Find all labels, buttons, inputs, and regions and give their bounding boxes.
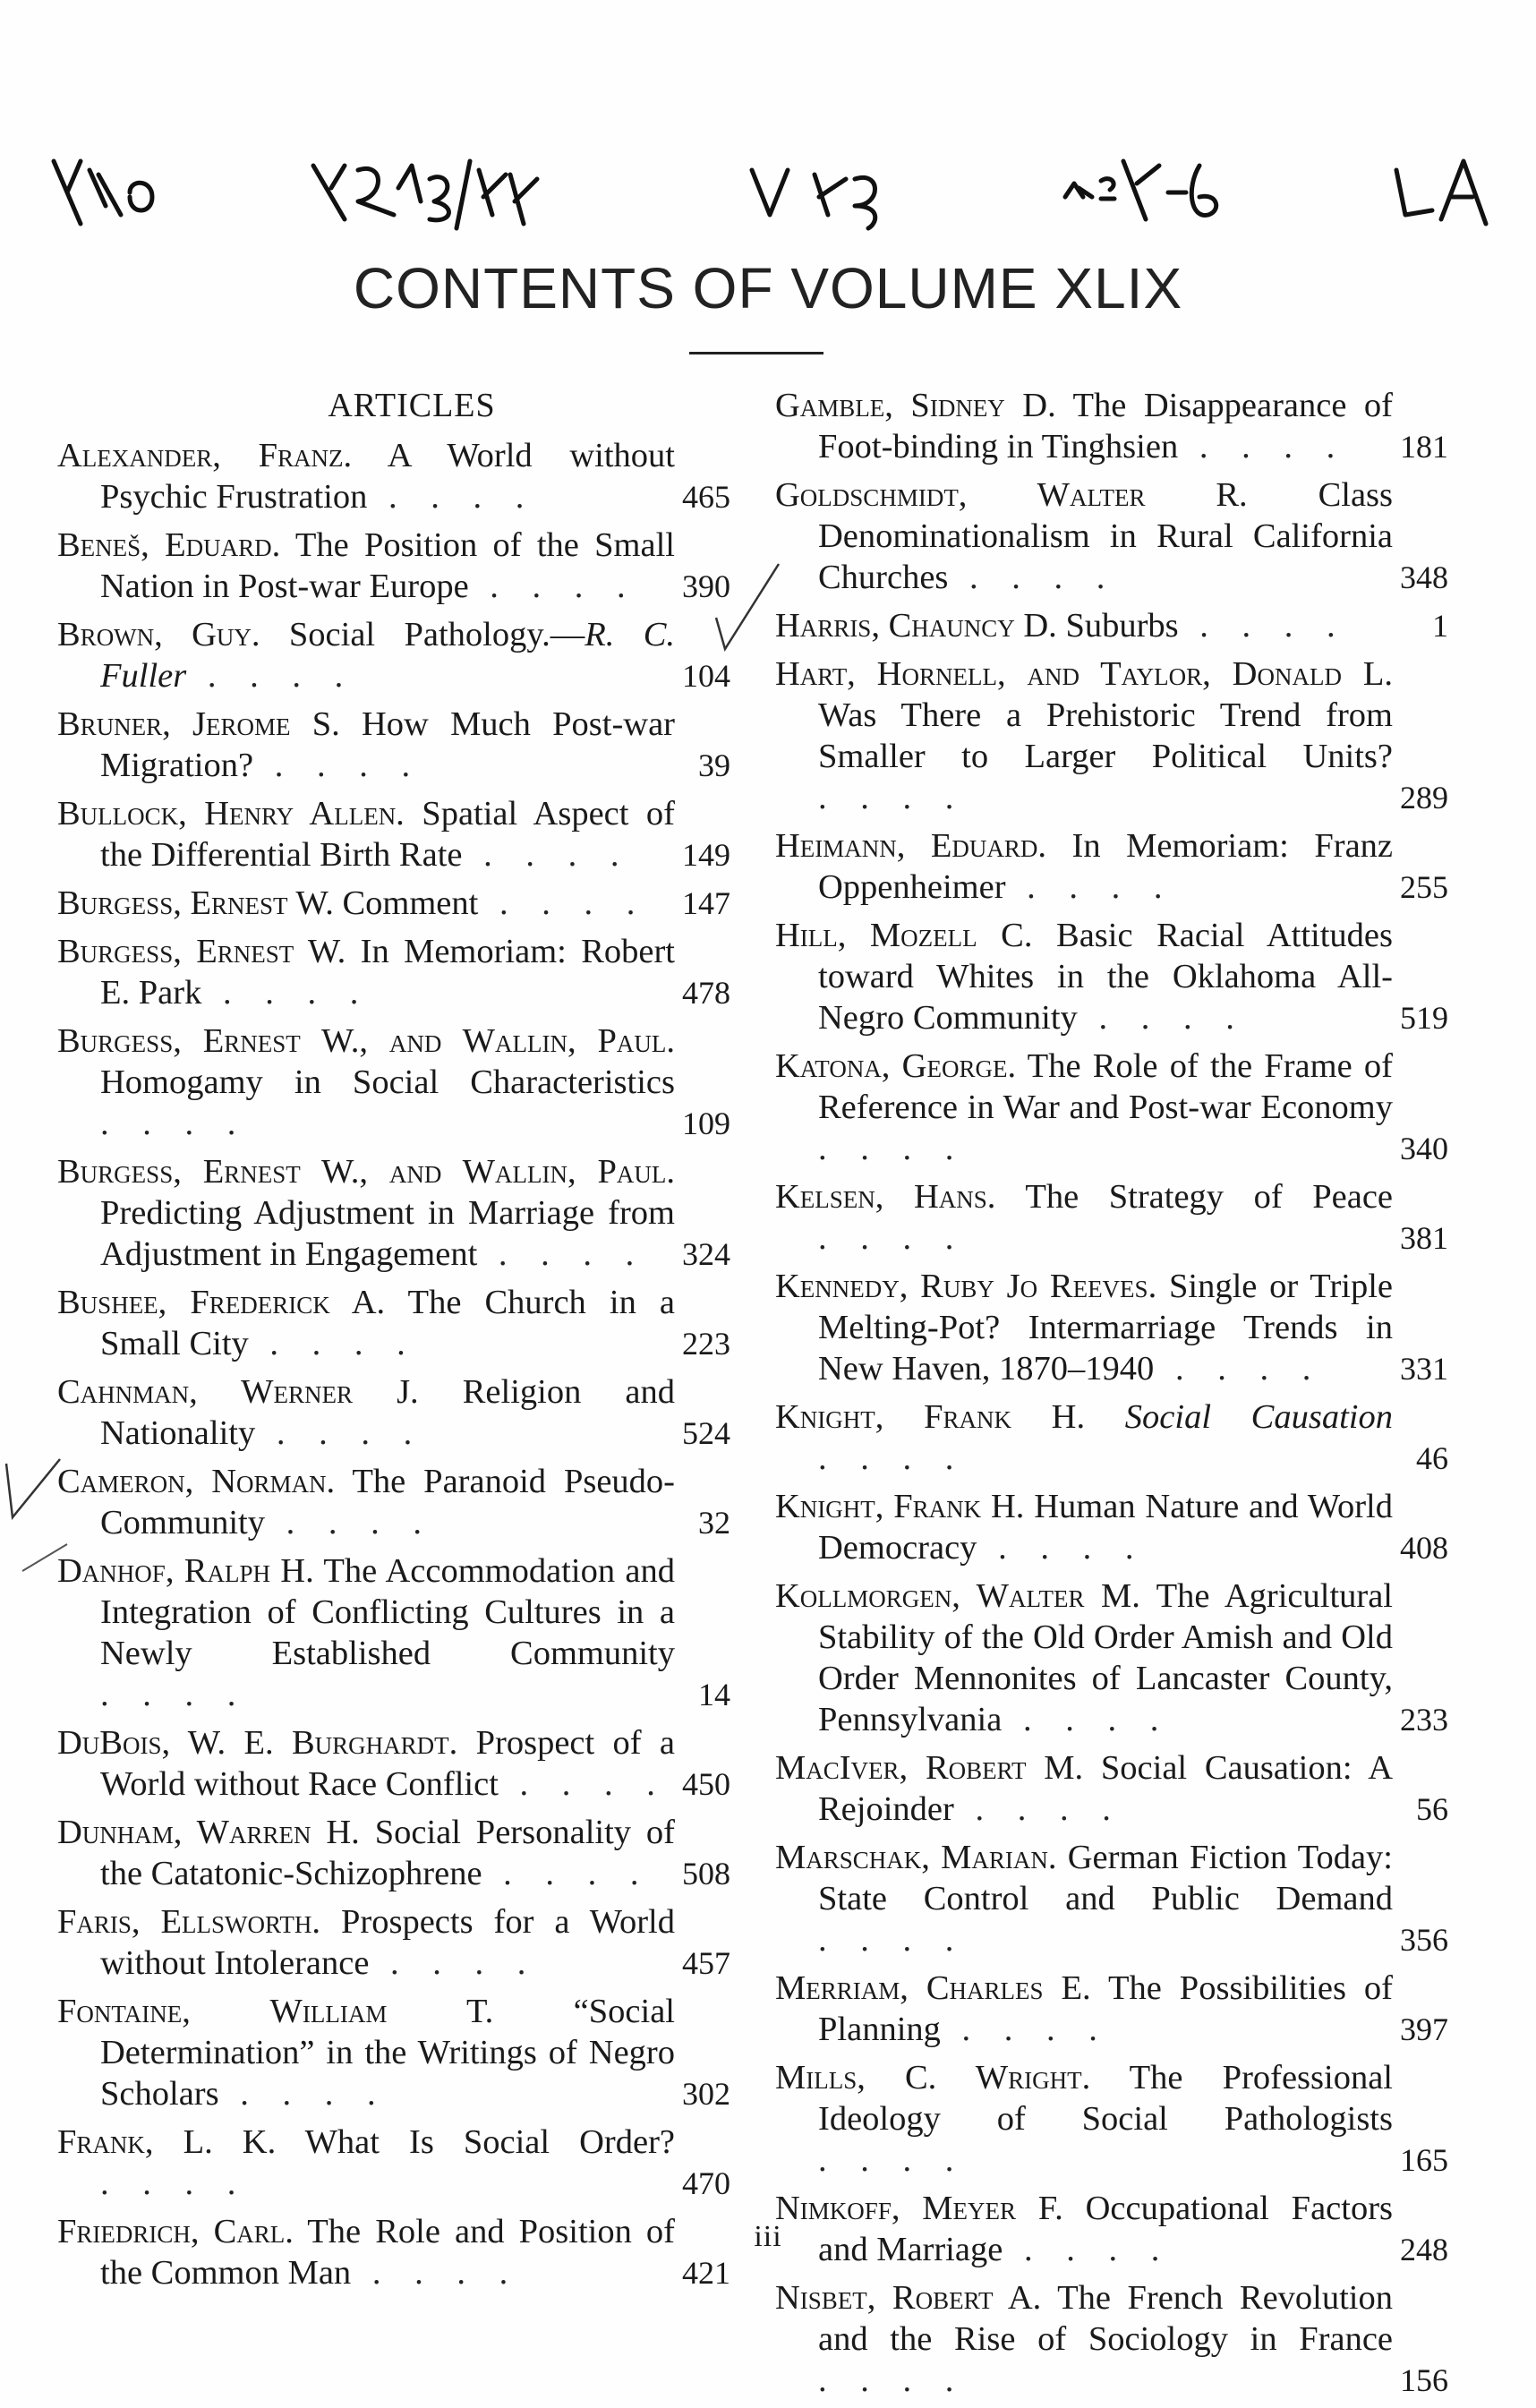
article-title: A World without Psychic Frustration	[100, 437, 675, 516]
leader-dots: . . . .	[462, 836, 632, 874]
article-author: Bullock, Henry Allen.	[57, 795, 405, 833]
leader-dots: . . . .	[818, 779, 967, 816]
article-entry	[57, 1901, 730, 1984]
article-page-number: 289	[1400, 780, 1448, 815]
leader-dots: . . . .	[468, 568, 638, 605]
article-author: Frank, L. K.	[57, 2123, 277, 2161]
article-author: Friedrich, Carl.	[57, 2213, 294, 2250]
article-list	[775, 385, 1448, 2401]
article-author: Goldschmidt, Walter R.	[775, 476, 1248, 514]
article-author: Harris, Chauncy D.	[775, 607, 1057, 645]
article-author: Burgess, Ernest W.	[57, 933, 346, 970]
article-author: Burgess, Ernest W., and Wallin, Paul.	[57, 1153, 675, 1191]
article-title: The Disappearance of Foot-binding in Tinghsien	[818, 387, 1393, 465]
article-title: In Memoriam: Franz Oppenheimer	[818, 827, 1393, 906]
article-page-number: 397	[1400, 2011, 1448, 2047]
article-page-number: 331	[1400, 1351, 1448, 1387]
article-title: The Professional Ideology of Social Pathologists	[818, 2059, 1393, 2138]
article-entry	[57, 883, 730, 924]
article-page-number: 408	[1400, 1530, 1448, 1566]
article-page-number: 324	[682, 1236, 730, 1272]
leader-dots: . . . .	[1178, 428, 1348, 465]
article-author: Gamble, Sidney D.	[775, 387, 1056, 424]
article-author: Kelsen, Hans.	[775, 1178, 996, 1216]
article-entry	[57, 1020, 730, 1144]
article-author: Heimann, Eduard.	[775, 827, 1047, 865]
article-page-number: 519	[1400, 1000, 1448, 1036]
article-entry	[57, 614, 730, 696]
article-author: DuBois, W. E. Burghardt.	[57, 1724, 458, 1762]
article-title: Social Causation: A Rejoinder	[818, 1749, 1393, 1828]
article-title: Comment	[342, 884, 479, 922]
article-title: Single or Triple Melting-Pot? Intermarriage Trends in New Haven, 1870–1940	[818, 1268, 1394, 1388]
article-page-number: 390	[682, 568, 730, 604]
article-page-number: 524	[682, 1415, 730, 1451]
article-entry	[57, 1991, 730, 2114]
article-author: Hart, Hornell, and Taylor, Donald L.	[775, 655, 1393, 693]
article-author: Cameron, Norman.	[57, 1463, 336, 1500]
leader-dots: . . . .	[218, 2075, 388, 2113]
leader-dots: . . . .	[186, 657, 356, 695]
leader-dots: . . . .	[482, 1855, 652, 1892]
article-title: Spatial Aspect of the Differential Birth Rate	[100, 795, 675, 874]
article-author: Burgess, Ernest W., and Wallin, Paul.	[57, 1022, 675, 1060]
article-author: Beneš, Eduard.	[57, 526, 281, 564]
leader-dots: . . . .	[201, 974, 371, 1012]
article-title: Prospect of a World without Race Conflict	[100, 1724, 676, 1803]
page-folio: iii	[754, 2220, 782, 2253]
article-page-number: 478	[682, 975, 730, 1011]
article-list	[57, 435, 730, 2293]
article-author: Nisbet, Robert A.	[775, 2279, 1042, 2317]
article-author: Kennedy, Ruby Jo Reeves.	[775, 1268, 1157, 1305]
leader-dots: . . . .	[948, 559, 1118, 596]
article-entry	[57, 435, 730, 517]
leader-dots: . . . .	[498, 1765, 668, 1803]
leader-dots: . . . .	[1178, 607, 1348, 645]
leader-dots: . . . .	[1077, 999, 1247, 1037]
article-title: What Is Social Order?	[304, 2123, 675, 2161]
article-author: Danhof, Ralph H.	[57, 1552, 314, 1590]
article-title: Social Pathology.—	[288, 616, 585, 653]
article-page-number: 450	[682, 1766, 730, 1802]
article-page-number: 149	[682, 837, 730, 873]
articles-column-left	[57, 385, 730, 2301]
article-entry	[775, 1575, 1448, 1740]
article-entry	[57, 793, 730, 875]
article-title: Prospects for a World without Intolerance	[100, 1903, 675, 1982]
article-author: Mills, C. Wright.	[775, 2059, 1091, 2096]
article-author: Kollmorgen, Walter M.	[775, 1577, 1140, 1615]
article-author: Bushee, Frederick A.	[57, 1284, 386, 1321]
article-page-number: 233	[1400, 1702, 1448, 1738]
leader-dots: . . . .	[351, 2254, 521, 2292]
leader-dots: . . . .	[1002, 1701, 1172, 1738]
article-title: The Possibilities of Planning	[818, 1969, 1393, 2048]
article-entry	[775, 2057, 1448, 2181]
leader-dots: . . . .	[953, 1790, 1123, 1828]
article-title: “Social Determination” in the Writings of Negro Scholars	[100, 1993, 675, 2113]
article-title: How Much Post-war Migration?	[100, 705, 675, 784]
article-title-italic: R. C. Fuller	[100, 616, 675, 695]
leader-dots: . . . .	[818, 2361, 967, 2399]
article-title-italic: Social Causation	[1124, 1398, 1393, 1436]
handwritten-shelfmark	[36, 125, 1504, 233]
leader-dots: . . . .	[1154, 1350, 1324, 1388]
leader-dots: . . . .	[478, 884, 648, 922]
article-title: Predicting Adjustment in Marriage from Adjustment in Engagement	[100, 1194, 675, 1273]
article-page-number: 165	[1400, 2142, 1448, 2178]
article-page-number: 39	[698, 747, 730, 783]
article-entry	[57, 1722, 730, 1805]
article-title: Class Denominationalism in Rural California Churches	[818, 476, 1393, 596]
article-title: The Agricultural Stability of the Old Order Amish and Old Order Mennonites of Lancaster County, Pennsylvania	[818, 1577, 1393, 1738]
article-title: The French Revolution and the Rise of Sociology in France	[818, 2279, 1394, 2358]
articles-column-right	[775, 385, 1448, 2408]
article-page-number: 104	[682, 658, 730, 694]
article-entry	[57, 1282, 730, 1364]
article-page-number: 356	[1400, 1922, 1448, 1958]
article-page-number: 381	[1400, 1220, 1448, 1256]
article-entry	[57, 1151, 730, 1275]
article-author: Fontaine, William T.	[57, 1993, 494, 2030]
article-author: Katona, George.	[775, 1047, 1017, 1085]
article-entry	[57, 1812, 730, 1894]
article-page-number: 348	[1400, 559, 1448, 595]
article-title: German Fiction Today: State Control and Public Demand	[818, 1839, 1393, 1917]
leader-dots: . . . .	[264, 1504, 434, 1541]
article-page-number: 457	[682, 1945, 730, 1981]
article-page-number: 421	[682, 2255, 730, 2291]
article-page-number: 302	[682, 2076, 730, 2112]
leader-dots: . . . .	[940, 2011, 1110, 2048]
leader-dots: . . . .	[248, 1325, 418, 1362]
article-entry	[775, 1396, 1448, 1479]
article-author: Merriam, Charles E.	[775, 1969, 1091, 2007]
article-title: Basic Racial Attitudes toward Whites in the Oklahoma All-Negro Community	[818, 917, 1393, 1037]
article-page-number: 14	[698, 1677, 730, 1712]
article-title: Occupational Factors and Marriage	[818, 2190, 1394, 2268]
article-author: Knight, Frank H.	[775, 1488, 1025, 1525]
article-page-number: 156	[1400, 2362, 1448, 2398]
article-entry	[57, 2122, 730, 2204]
article-author: Dunham, Warren H.	[57, 1814, 360, 1851]
article-page-number: 56	[1416, 1791, 1448, 1827]
article-entry	[57, 931, 730, 1013]
article-entry	[775, 825, 1448, 908]
article-page-number: 465	[682, 479, 730, 515]
article-entry	[57, 704, 730, 786]
article-author: Cahnman, Werner J.	[57, 1373, 419, 1411]
article-entry	[57, 1371, 730, 1454]
article-title: The Role of the Frame of Reference in War and Post-war Economy	[818, 1047, 1394, 1126]
article-page-number: 46	[1416, 1440, 1448, 1476]
leader-dots: . . . .	[367, 478, 537, 516]
leader-dots: . . . .	[818, 1921, 967, 1959]
article-page-number: 248	[1400, 2232, 1448, 2267]
article-author: Brown, Guy.	[57, 616, 260, 653]
article-page-number: 508	[682, 1856, 730, 1891]
leader-dots: . . . .	[100, 1105, 249, 1142]
article-entry	[775, 1747, 1448, 1830]
article-page-number: 223	[682, 1326, 730, 1362]
article-entry	[775, 1968, 1448, 2050]
article-page-number: 1	[1432, 608, 1448, 644]
section-heading: ARTICLES	[328, 387, 496, 424]
article-author: Knight, Frank H.	[775, 1398, 1086, 1436]
article-author: Marschak, Marian.	[775, 1839, 1057, 1876]
article-page-number: 109	[682, 1106, 730, 1141]
leader-dots: . . . .	[818, 1219, 967, 1257]
leader-dots: . . . .	[1003, 2231, 1173, 2268]
article-title: In Memoriam: Robert E. Park	[100, 933, 675, 1012]
article-entry	[775, 474, 1448, 598]
article-page-number: 181	[1400, 429, 1448, 465]
article-title: Homogamy in Social Characteristics	[100, 1063, 675, 1101]
check-mark	[2, 1446, 64, 1526]
leader-dots: . . . .	[818, 1130, 967, 1167]
article-author: Alexander, Franz.	[57, 437, 353, 474]
article-entry	[775, 1046, 1448, 1169]
article-page-number: 147	[682, 885, 730, 921]
leader-dots: . . . .	[818, 2141, 967, 2179]
article-page-number: 470	[682, 2165, 730, 2201]
leader-dots: . . . .	[1005, 868, 1175, 906]
article-title: The Strategy of Peace	[1025, 1178, 1393, 1216]
article-title: Suburbs	[1065, 607, 1179, 645]
article-entry	[775, 385, 1448, 467]
title-rule	[689, 352, 823, 354]
article-page-number: 32	[698, 1505, 730, 1541]
article-title: The Paranoid Pseudo-Community	[100, 1463, 676, 1541]
leader-dots: . . . .	[253, 747, 423, 784]
article-entry	[775, 1266, 1448, 1389]
leader-dots: . . . .	[369, 1944, 539, 1982]
article-author: Nimkoff, Meyer F.	[775, 2190, 1063, 2227]
article-page-number: 340	[1400, 1131, 1448, 1166]
article-entry	[775, 915, 1448, 1038]
article-author: MacIver, Robert M.	[775, 1749, 1084, 1787]
article-title: The Church in a Small City	[100, 1284, 675, 1362]
article-entry	[775, 653, 1448, 818]
article-title: The Role and Position of the Common Man	[100, 2213, 675, 2292]
article-title: Religion and Nationality	[100, 1373, 676, 1452]
article-title: Human Nature and World Democracy	[818, 1488, 1393, 1567]
article-title: Social Personality of the Catatonic-Schizophrene	[100, 1814, 675, 1892]
article-author: Burgess, Ernest W.	[57, 884, 334, 922]
article-author: Hill, Mozell C.	[775, 917, 1033, 954]
page-title: CONTENTS OF VOLUME XLIX	[353, 256, 1183, 320]
article-entry	[775, 1837, 1448, 1960]
article-entry	[775, 605, 1448, 646]
article-entry	[57, 1550, 730, 1715]
article-title: The Accommodation and Integration of Conflicting Cultures in a Newly Established Community	[100, 1552, 675, 1672]
article-author: Bruner, Jerome S.	[57, 705, 340, 743]
article-author: Faris, Ellsworth.	[57, 1903, 321, 1941]
article-entry	[57, 525, 730, 607]
article-entry	[775, 2277, 1448, 2401]
article-title: Was There a Prehistoric Trend from Smaller to Larger Political Units?	[818, 696, 1393, 775]
leader-dots: . . . .	[818, 1439, 967, 1477]
leader-dots: . . . .	[477, 1235, 647, 1273]
article-title: The Position of the Small Nation in Post-war Europe	[100, 526, 675, 605]
leader-dots: . . . .	[977, 1529, 1147, 1567]
article-page-number: 255	[1400, 869, 1448, 905]
article-entry	[57, 1461, 730, 1543]
leader-dots: . . . .	[255, 1414, 425, 1452]
leader-dots: . . . .	[100, 1676, 249, 1713]
article-entry	[775, 1176, 1448, 1259]
leader-dots: . . . .	[100, 2165, 249, 2202]
article-entry	[775, 1486, 1448, 1568]
